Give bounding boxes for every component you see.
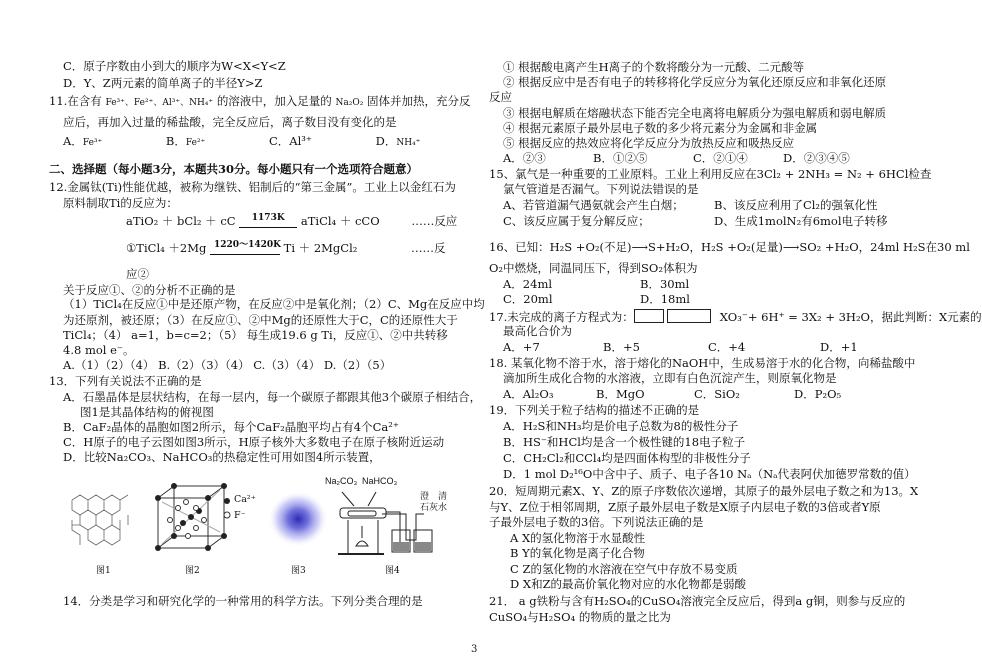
section-2-heading: 二、选择题（每小题3分，本题共30分。每小题只有一个选项符合题意） <box>49 162 419 176</box>
q12-equation-1: aTiO₂ ＋ bCl₂ ＋ cC 1173K aTiCl₄ ＋ cCO ……反应 <box>126 213 458 228</box>
q13-stem: 13．下列有关说法不正确的是 <box>49 374 202 388</box>
caf2-unit-cell-figure <box>152 482 232 554</box>
q18-stem-1: 18. 某氧化物不溶于水，溶于熔化的NaOH中，生成易溶于水的化合物，向稀盐酸中 <box>489 356 916 370</box>
blank-box <box>667 309 711 323</box>
q15-stem-2: 氯气管道是否漏气。下列说法错误的是 <box>503 182 699 196</box>
q14-item-3: ③ 根据电解质在熔融状态下能否完全电离将电解质分为强电解质和弱电解质 <box>503 106 887 120</box>
q16-option-b: B．30ml <box>640 277 690 291</box>
figure-4-caption: 图4 <box>385 566 400 576</box>
q17-options: A．+7 B．+5 C．+4 D．+1 <box>503 340 858 354</box>
q21-stem-1: 21． a g铁粉与含有H₂SO₄的CuSO₄溶液完全反应后，得到a g铜，则参与反应的 <box>489 594 906 608</box>
q17-stem-2: 最高化合价为 <box>503 324 572 338</box>
arrow-icon: ⟶ <box>782 240 800 254</box>
q12-statement-1: （1）TiCl₄在反应①中是还原产物，在反应②中是氧化剂；（2）C、Mg在反应中均 <box>63 297 485 311</box>
q15-option-a: A、若管道漏气遇氨就会产生白烟； <box>503 198 684 212</box>
arrow-icon: ⟶ <box>631 240 648 254</box>
reaction-arrow: 1220～1420K <box>210 238 280 253</box>
q14-options: A．②③ B．①②⑤ C．②①④ D．②③④⑤ <box>503 151 850 165</box>
na2co3-label: Na₂CO₃ <box>325 476 358 486</box>
q15-option-b: B、该反应利用了Cl₂的强氧化性 <box>714 198 878 212</box>
blank-box <box>634 309 664 323</box>
q13-option-d: D．比较Na₂CO₃、NaHCO₃的热稳定性可用如图4所示装置， <box>63 450 381 464</box>
q20-stem-1: 20．短周期元素X、Y、Z的原子序数依次递增，其原子的最外层电子数之和为13。X <box>489 484 919 498</box>
q21-stem-2: CuSO₄与H₂SO₄ 的物质的量之比为 <box>489 610 671 624</box>
q10-option-d: D．Y、Z两元素的简单离子的半径Y>Z <box>63 76 263 90</box>
q20-option-b: B Y的氧化物是离子化合物 <box>510 546 645 560</box>
limewater-label-2: 石灰水 <box>420 503 448 513</box>
q13-option-b: B．CaF₂晶体的晶胞如图2所示，每个CaF₂晶胞平均占有4个Ca²⁺ <box>63 420 399 434</box>
page-number: 3 <box>471 644 478 655</box>
q11-options: A．Fe³⁺ B．Fe²⁺ C．Al³⁺ D．NH₄⁺ <box>63 134 421 148</box>
q16-stem-2: O₂中燃烧，同温同压下，得到SO₂体积为 <box>489 261 698 275</box>
reaction-arrow: 1173K <box>239 211 297 226</box>
q15-option-c: C、该反应属于复分解反应； <box>503 214 650 228</box>
electron-cloud-figure <box>262 488 334 550</box>
q12-statement-2: 为还原剂，被还原；（3）在反应①、②中Mg的还原性大于C，C的还原性大于 <box>63 313 458 327</box>
q16-stem-1: 16、已知：H₂S +O₂(不足)⟶S+H₂O，H₂S +O₂(足量)⟶SO₂ +H₂O，24ml H₂S在30 ml <box>489 240 970 254</box>
q12-stem-line2: 原料制取Ti的反应为： <box>63 196 178 210</box>
q20-option-a: A X的氢化物溶于水显酸性 <box>510 531 646 545</box>
q13-option-a1: A．石墨晶体是层状结构，在每一层内，每一个碳原子都跟其他3个碳原子相结合， <box>63 390 482 404</box>
q20-option-d: D X和Z的最高价氧化物对应的水化物都是弱酸 <box>510 577 747 591</box>
q19-option-b: B．HS⁻和HCl均是含一个极性键的18电子粒子 <box>503 435 746 449</box>
q14-item-5: ⑤ 根据反应的热效应将化学反应分为放热反应和吸热反应 <box>503 136 795 150</box>
f-ion-label: F⁻ <box>234 510 246 521</box>
q18-options: A．Al₂O₃ B．MgO C．SiO₂ D．P₂O₅ <box>503 387 842 401</box>
q14-item-2-cont: 反应 <box>489 90 512 104</box>
q16-option-d: D．18ml <box>640 292 690 306</box>
q15-stem-1: 15、氯气是一种重要的工业原料。工业上利用反应在3Cl₂ + 2NH₃ = N₂ + 6HCl检查 <box>489 167 932 181</box>
figure-1-caption: 图1 <box>96 566 111 576</box>
q20-stem-3: 子最外层电子数的3倍。下列说法正确的是 <box>489 515 704 529</box>
q12-equation-2: ①TiCl₄ ＋2Mg 1220～1420K Ti ＋ 2MgCl₂ ……反 <box>126 240 446 255</box>
q11-stem-line2: 应后，再加入过量的稀盐酸，完全反应后，离子数目没有变化的是 <box>63 115 397 129</box>
figure-3-caption: 图3 <box>291 566 306 576</box>
legend-markers <box>222 496 232 520</box>
q12-stem-line1: 12.金属钛(Ti)性能优越，被称为继铁、铝制后的“第三金属”。工业上以金红石为 <box>49 180 456 194</box>
q18-stem-2: 滴加所生成化合物的水溶液，立即有白色沉淀产生，则原氧化物是 <box>503 371 837 385</box>
q12-eq-tag: 应② <box>126 267 149 281</box>
q12-question: 关于反应①、②的分析不正确的是 <box>63 283 236 297</box>
q13-option-c: C．H原子的电子云图如图3所示，H原子核外大多数电子在原子核附近运动 <box>63 435 445 449</box>
limewater-label-1: 澄 清 <box>420 492 448 502</box>
q14-item-4: ④ 根据元素原子最外层电子数的多少将元素分为金属和非金属 <box>503 121 818 135</box>
q11-ions: Fe³⁺、Fe²⁺、Al³⁺、NH₄⁺ <box>105 98 214 108</box>
nahco3-label: NaHCO₃ <box>362 476 398 486</box>
q14-item-1: ① 根据酸电离产生H离子的个数将酸分为一元酸、二元酸等 <box>503 60 805 74</box>
q14-item-2: ② 根据反应中是否有电子的转移将化学反应分为氧化还原反应和非氧化还原 <box>503 75 887 89</box>
q11-reagent: Na₂O₂ <box>335 98 364 108</box>
q13-option-a2: 图1是其晶体结构的俯视图 <box>80 405 214 419</box>
ca-ion-label: Ca²⁺ <box>234 494 256 505</box>
graphite-lattice-figure <box>66 488 138 550</box>
q19-option-d: D．1 mol D₂¹⁶O中含中子、质子、电子各10 Nₐ（Nₐ代表阿伏加德罗常数的值） <box>503 467 916 481</box>
q19-option-c: C．CH₂Cl₂和CCl₄均是四面体构型的非极性分子 <box>503 451 751 465</box>
q10-option-c: C．原子序数由小到大的顺序为W<X<Y<Z <box>63 59 286 73</box>
q20-option-c: C Z的氢化物的水溶液在空气中存放不易变质 <box>510 562 738 576</box>
q14-stem: 14．分类是学习和研究化学的一种常用的科学方法。下列分类合理的是 <box>63 594 423 608</box>
q16-option-a: A．24ml <box>503 277 553 291</box>
q12-statement-3: TiCl₄；（4） a=1，b=c=2；（5） 每生成19.6 g Ti，反应①、②中共转移 <box>63 328 448 342</box>
q19-stem: 19．下列关于粒子结构的描述不正确的是 <box>489 403 700 417</box>
figure-2-caption: 图2 <box>185 566 200 576</box>
q15-option-d: D、生成1molN₂有6mol电子转移 <box>714 214 888 228</box>
q17-stem-1: 17.未完成的离子方程式为： XO₃⁻+ 6H⁺ = 3X₂ + 3H₂O，据此判断：X元素的 <box>489 310 982 324</box>
q20-stem-2: 与Y、Z位于相邻周期，Z原子最外层电子数是X原子内层电子数的3倍或者Y原 <box>489 500 881 514</box>
q19-option-a: A．H₂S和NH₃均是价电子总数为8的极性分子 <box>503 419 739 433</box>
q16-option-c: C．20ml <box>503 292 553 306</box>
q12-statement-4: 4.8 mol e⁻。 <box>63 343 135 357</box>
q11-stem-line1: 11.在含有 Fe³⁺、Fe²⁺、Al³⁺、NH₄⁺ 的溶液中，加入足量的 Na₂O₂ 固体并加热，充分反 <box>49 94 471 108</box>
q12-options: A.（1）（2）（4） B.（2）（3）（4） C.（3）（4） D.（2）（5） <box>63 358 392 372</box>
thermal-stability-apparatus <box>334 486 444 558</box>
